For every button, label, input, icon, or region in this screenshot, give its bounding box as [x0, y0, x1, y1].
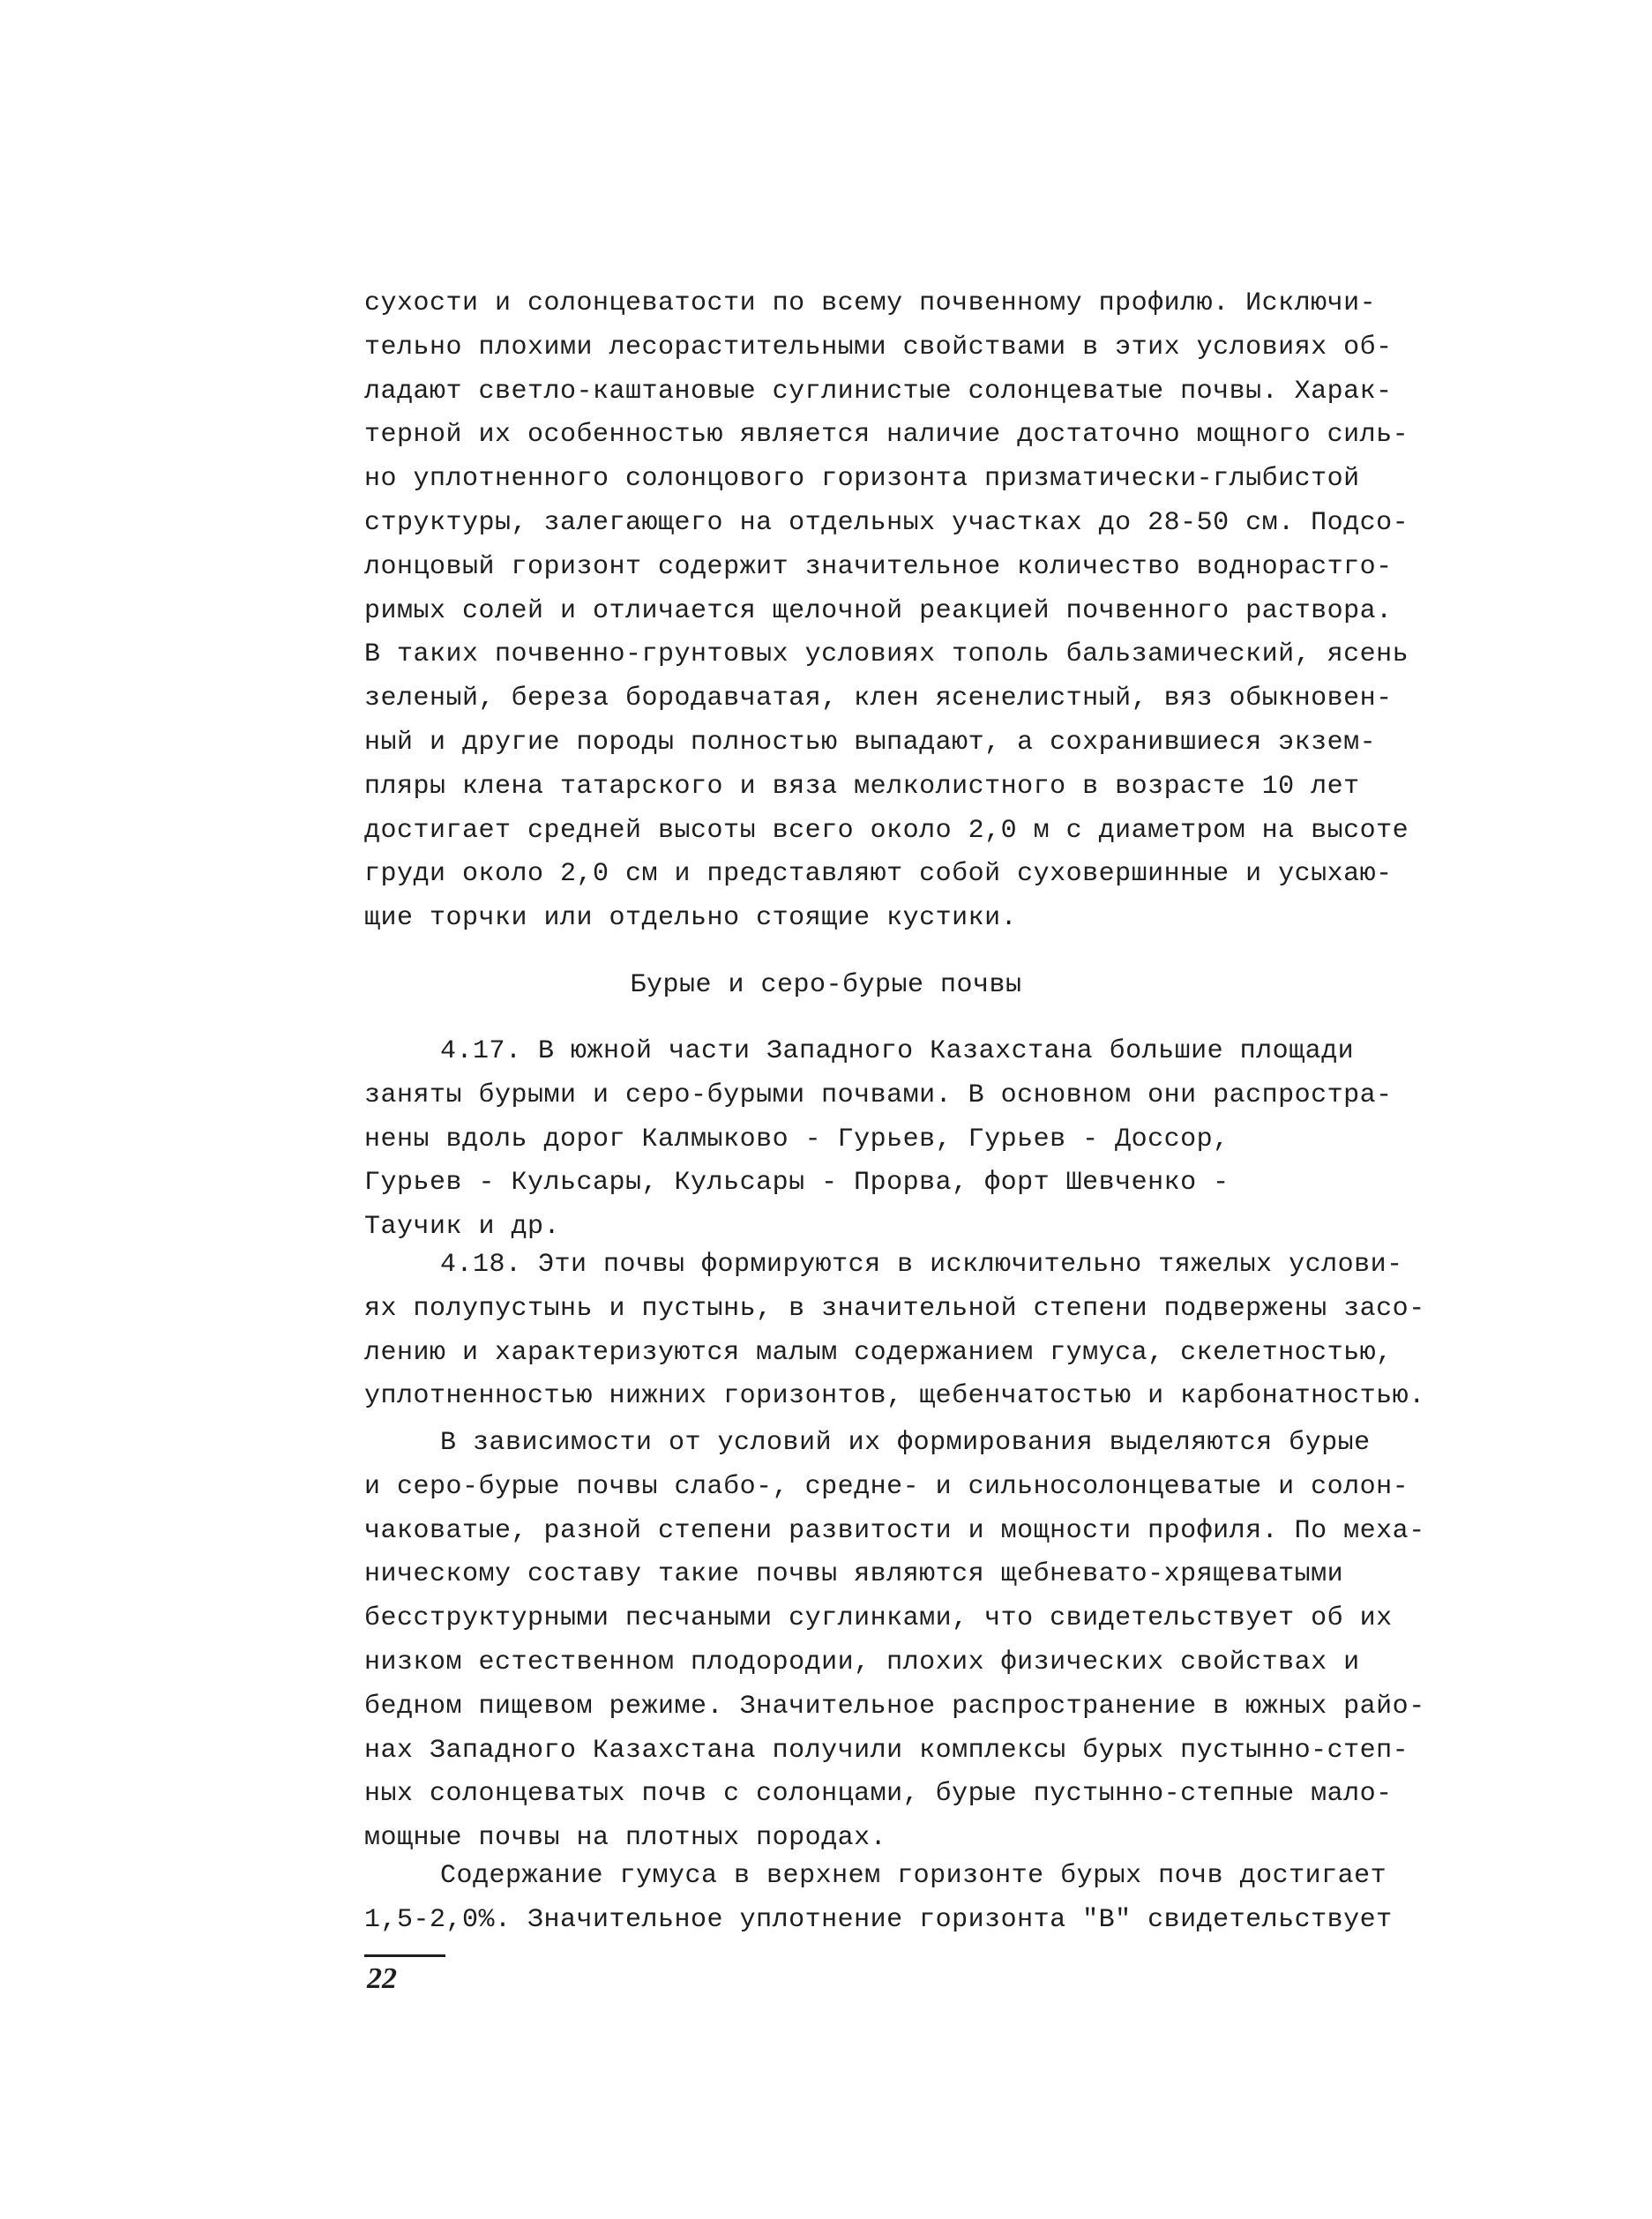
text-line: Гурьев - Кульсары, Кульсары - Прорва, форт Шевченко - [364, 1168, 1230, 1199]
section-heading [0, 964, 1652, 1008]
paragraph-humus-content [364, 1855, 1502, 1943]
footer-rule [364, 1954, 445, 1957]
text-line: структуры, залегающего на отдельных участках до 28-50 см. Подсо- [364, 507, 1409, 538]
paragraph-soil-properties [364, 282, 1502, 941]
text-line: ладают светло-каштановые суглинистые солонцеватые почвы. Харак- [364, 376, 1393, 407]
text-line: ных солонцеватых почв с солонцами, бурые пустынно-степные мало- [364, 1779, 1393, 1810]
text-line: 4.17. В южной части Западного Казахстана большие площади [440, 1036, 1355, 1066]
text-line: В зависимости от условий их формирования выделяются бурые [440, 1428, 1371, 1458]
text-line: В таких почвенно-грунтовых условиях тополь бальзамический, ясень [364, 639, 1409, 670]
section-heading-text: Бурые и серо-бурые почвы [630, 970, 1022, 1000]
text-line: бесструктурными песчаными суглинками, что свидетельствует об их [364, 1603, 1393, 1634]
paragraph-4-17 [364, 1030, 1502, 1250]
text-line: ях полупустынь и пустынь, в значительной степени подвержены засо- [364, 1293, 1425, 1324]
text-line: заняты бурыми и серо-бурыми почвами. В основном они распростра- [364, 1080, 1393, 1110]
text-line: 4.18. Эти почвы формируются в исключительно тяжелых услови- [440, 1250, 1403, 1280]
text-line: лению и характеризуются малым содержанием гумуса, скелетностью, [364, 1337, 1393, 1368]
text-line: щие торчки или отдельно стоящие кустики. [364, 903, 1018, 934]
text-line: ническому составу такие почвы являются щебневато-хрящеватыми [364, 1559, 1344, 1590]
text-line: Таучик и др. [364, 1212, 561, 1243]
text-line: зеленый, береза бородавчатая, клен ясенелистный, вяз обыкновен- [364, 684, 1393, 714]
text-line: лонцовый горизонт содержит значительное количество воднорастго- [364, 551, 1393, 582]
text-line: уплотненностью нижних горизонтов, щебенчатостью и карбонатностью. [364, 1381, 1425, 1412]
paragraph-soil-types [364, 1422, 1502, 1861]
text-line: ный и другие породы полностью выпадают, а сохранившиеся экзем- [364, 727, 1377, 758]
text-line: чаковатые, разной степени развитости и мощности профиля. По меха- [364, 1515, 1425, 1546]
text-line: 1,5-2,0%. Значительное уплотнение горизонта "В" свидетельствует [364, 1904, 1393, 1935]
text-line: тельно плохими лесорастительными свойствами в этих условиях об- [364, 332, 1393, 362]
text-line: терной их особенностью является наличие достаточно мощного силь- [364, 420, 1409, 451]
text-line: и серо-бурые почвы слабо-, средне- и сильносолонцеватые и солон- [364, 1471, 1409, 1502]
page-number: 22 [367, 1962, 397, 1995]
text-line: Содержание гумуса в верхнем горизонте бурых почв достигает [440, 1861, 1387, 1891]
text-line: нены вдоль дорог Калмыково - Гурьев, Гурьев - Доссор, [364, 1124, 1230, 1154]
text-line: пляры клена татарского и вяза мелколистного в возрасте 10 лет [364, 771, 1360, 802]
text-line: мощные почвы на плотных породах. [364, 1823, 887, 1854]
text-line: римых солей и отличается щелочной реакцией почвенного раствора. [364, 595, 1393, 626]
text-line: сухости и солонцеватости по всему почвенному профилю. Исключи- [364, 288, 1377, 318]
text-line: низком естественном плодородии, плохих физических свойствах и [364, 1647, 1360, 1677]
paragraph-4-18 [364, 1244, 1502, 1419]
text-line: достигает средней высоты всего около 2,0 м с диаметром на высоте [364, 815, 1409, 846]
text-line: но уплотненного солонцового горизонта призматически-глыбистой [364, 464, 1360, 495]
text-line: нах Западного Казахстана получили комплексы бурых пустынно-степ- [364, 1735, 1409, 1766]
text-line: бедном пищевом режиме. Значительное распространение в южных райо- [364, 1691, 1425, 1722]
text-line: груди около 2,0 см и представляют собой суховершинные и усыхаю- [364, 859, 1393, 890]
